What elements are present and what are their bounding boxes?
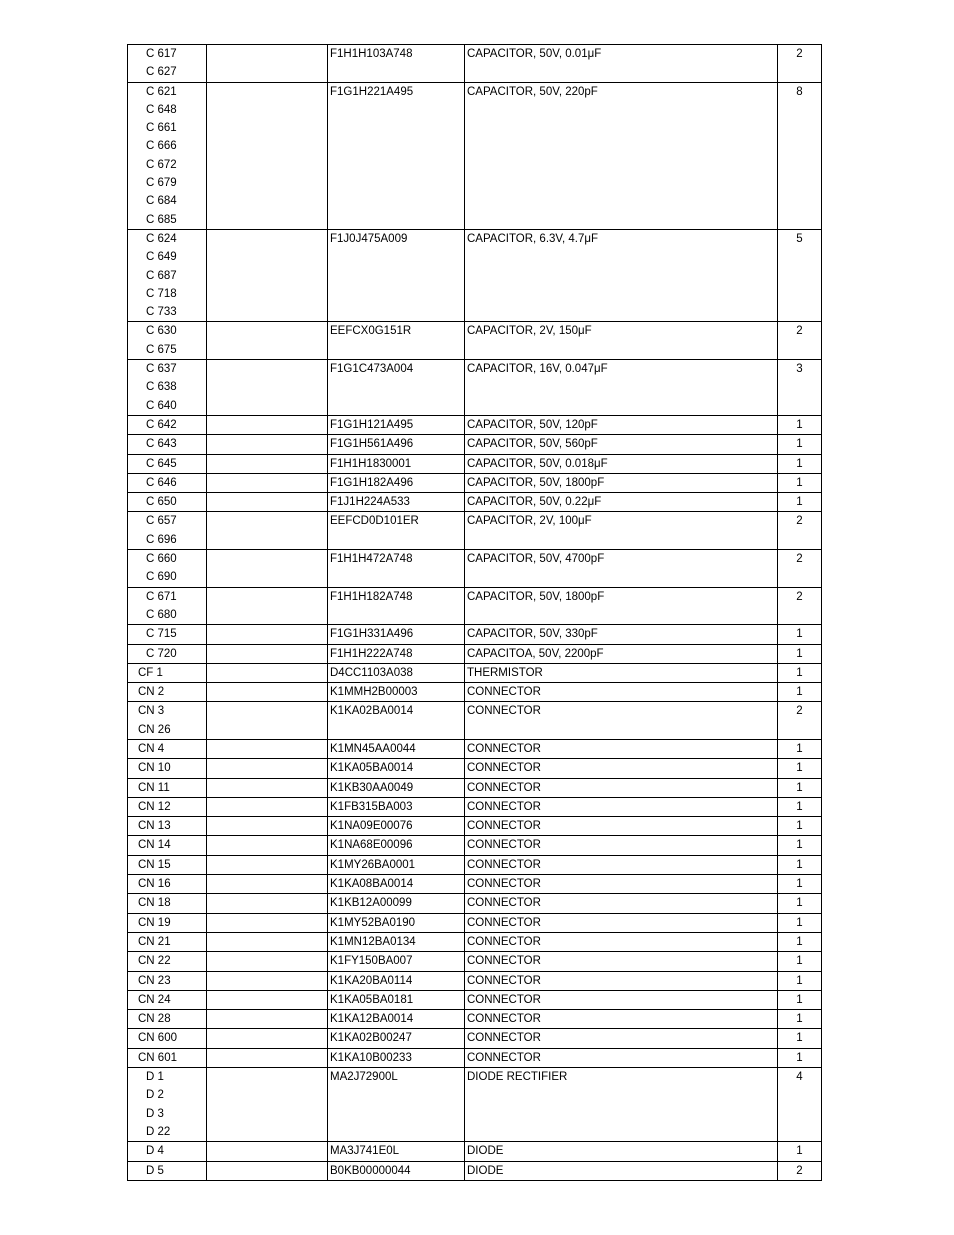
part-number-cell: F1G1H221A495	[328, 82, 465, 229]
part-number-cell: K1NA68E00096	[328, 836, 465, 855]
part-number-cell: B0KB00000044	[328, 1161, 465, 1180]
ref-cell	[128, 360, 207, 416]
ref-designator: D 1	[146, 1071, 164, 1084]
empty-cell	[207, 739, 328, 758]
ref-cell	[128, 855, 207, 874]
empty-cell	[207, 932, 328, 951]
quantity-cell: 3	[778, 360, 822, 416]
ref-designator: D 2	[146, 1089, 164, 1102]
ref-designator: CN 15	[138, 858, 171, 871]
ref-cell	[128, 759, 207, 778]
description-cell: CONNECTOR	[465, 739, 778, 758]
part-number-cell: K1MY52BA0190	[328, 913, 465, 932]
description-cell: CONNECTOR	[465, 797, 778, 816]
empty-cell	[207, 778, 328, 797]
quantity-cell: 2	[778, 322, 822, 360]
quantity-cell: 1	[778, 913, 822, 932]
part-number-cell: F1H1H182A748	[328, 587, 465, 625]
quantity-cell: 2	[778, 45, 822, 83]
table-row	[128, 797, 822, 816]
quantity-cell: 1	[778, 990, 822, 1009]
ref-designator: C 649	[146, 251, 177, 264]
part-number-cell: MA3J741E0L	[328, 1142, 465, 1161]
ref-designator: C 624	[146, 232, 177, 245]
part-number-cell: F1H1H103A748	[328, 45, 465, 83]
ref-cell	[128, 1048, 207, 1067]
empty-cell	[207, 1048, 328, 1067]
description-cell: CAPACITOR, 2V, 150μF	[465, 322, 778, 360]
ref-cell	[128, 778, 207, 797]
empty-cell	[207, 952, 328, 971]
ref-cell	[128, 512, 207, 550]
ref-designator: C 643	[146, 438, 177, 451]
empty-cell	[207, 1068, 328, 1142]
empty-cell	[207, 683, 328, 702]
empty-cell	[207, 454, 328, 473]
ref-designator: CN 23	[138, 974, 171, 987]
empty-cell	[207, 360, 328, 416]
table-row	[128, 913, 822, 932]
ref-designator: CN 3	[138, 705, 165, 718]
ref-designator: C 645	[146, 457, 177, 470]
ref-cell	[128, 45, 207, 83]
part-number-cell: K1MN12BA0134	[328, 932, 465, 951]
ref-designator: C 617	[146, 48, 177, 60]
ref-designator: C 627	[146, 66, 177, 79]
part-number-cell: K1KA10B00233	[328, 1048, 465, 1067]
quantity-cell: 1	[778, 932, 822, 951]
empty-cell	[207, 587, 328, 625]
ref-designator: C 661	[146, 122, 177, 135]
ref-cell	[128, 952, 207, 971]
quantity-cell: 1	[778, 739, 822, 758]
ref-cell	[128, 473, 207, 492]
table-row	[128, 836, 822, 855]
empty-cell	[207, 229, 328, 321]
quantity-cell: 1	[778, 1010, 822, 1029]
ref-cell	[128, 625, 207, 644]
ref-designator: D 3	[146, 1107, 164, 1120]
ref-designator: CN 21	[138, 935, 171, 948]
description-cell: CAPACITOR, 50V, 330pF	[465, 625, 778, 644]
ref-designator: C 718	[146, 287, 177, 300]
table-row	[128, 1161, 822, 1180]
ref-cell	[128, 797, 207, 816]
part-number-cell: K1FB315BA003	[328, 797, 465, 816]
ref-cell	[128, 894, 207, 913]
table-row	[128, 229, 822, 321]
table-row	[128, 625, 822, 644]
ref-designator: D 4	[146, 1145, 164, 1158]
empty-cell	[207, 550, 328, 588]
ref-designator: CN 600	[138, 1032, 177, 1045]
quantity-cell: 1	[778, 1142, 822, 1161]
table-row	[128, 739, 822, 758]
part-number-cell: F1G1H121A495	[328, 415, 465, 434]
ref-designator: CN 11	[138, 781, 170, 794]
ref-cell	[128, 454, 207, 473]
part-number-cell: K1KA02BA0014	[328, 702, 465, 740]
description-cell: CAPACITOR, 50V, 4700pF	[465, 550, 778, 588]
quantity-cell: 1	[778, 454, 822, 473]
empty-cell	[207, 663, 328, 682]
quantity-cell: 1	[778, 663, 822, 682]
quantity-cell: 1	[778, 875, 822, 894]
description-cell: CAPACITOR, 2V, 100μF	[465, 512, 778, 550]
description-cell: CAPACITOR, 50V, 120pF	[465, 415, 778, 434]
description-cell: CAPACITOA, 50V, 2200pF	[465, 644, 778, 663]
ref-cell	[128, 1029, 207, 1048]
parts-list-table	[127, 44, 822, 1181]
part-number-cell: K1KA20BA0114	[328, 971, 465, 990]
ref-designator: C 685	[146, 213, 177, 226]
part-number-cell: K1KA12BA0014	[328, 1010, 465, 1029]
table-row	[128, 473, 822, 492]
part-number-cell: F1G1C473A004	[328, 360, 465, 416]
empty-cell	[207, 913, 328, 932]
ref-cell	[128, 587, 207, 625]
ref-designator: D 22	[146, 1125, 171, 1138]
table-row	[128, 1029, 822, 1048]
quantity-cell: 2	[778, 587, 822, 625]
empty-cell	[207, 1029, 328, 1048]
ref-designator: CN 10	[138, 762, 171, 775]
quantity-cell: 1	[778, 415, 822, 434]
empty-cell	[207, 971, 328, 990]
quantity-cell: 1	[778, 952, 822, 971]
table-row	[128, 855, 822, 874]
ref-designator: C 630	[146, 325, 177, 338]
empty-cell	[207, 1142, 328, 1161]
quantity-cell: 1	[778, 644, 822, 663]
empty-cell	[207, 473, 328, 492]
part-number-cell: D4CC1103A038	[328, 663, 465, 682]
ref-designator: C 733	[146, 306, 177, 319]
ref-designator: C 680	[146, 608, 177, 621]
description-cell: CONNECTOR	[465, 683, 778, 702]
description-cell: CAPACITOR, 50V, 0.22μF	[465, 493, 778, 512]
ref-designator: CN 4	[138, 742, 165, 755]
description-cell: CONNECTOR	[465, 778, 778, 797]
ref-cell	[128, 836, 207, 855]
quantity-cell: 1	[778, 797, 822, 816]
description-cell: CONNECTOR	[465, 759, 778, 778]
part-number-cell: K1NA09E00076	[328, 817, 465, 836]
table-row	[128, 322, 822, 360]
ref-designator: D 5	[146, 1164, 164, 1177]
empty-cell	[207, 1010, 328, 1029]
ref-designator: C 657	[146, 515, 177, 528]
ref-designator: C 640	[146, 399, 177, 412]
quantity-cell: 2	[778, 512, 822, 550]
table-row	[128, 435, 822, 454]
table-row	[128, 875, 822, 894]
empty-cell	[207, 797, 328, 816]
table-row	[128, 360, 822, 416]
quantity-cell: 1	[778, 971, 822, 990]
quantity-cell: 2	[778, 550, 822, 588]
ref-designator: C 671	[146, 590, 177, 603]
table-row	[128, 778, 822, 797]
table-row	[128, 454, 822, 473]
table-row	[128, 702, 822, 740]
table-row	[128, 663, 822, 682]
quantity-cell: 1	[778, 855, 822, 874]
empty-cell	[207, 836, 328, 855]
table-row	[128, 952, 822, 971]
description-cell: CAPACITOR, 50V, 560pF	[465, 435, 778, 454]
part-number-cell: K1KA05BA0014	[328, 759, 465, 778]
table-row	[128, 1010, 822, 1029]
ref-designator: CN 16	[138, 878, 171, 891]
ref-designator: C 684	[146, 195, 177, 208]
part-number-cell: F1H1H1830001	[328, 454, 465, 473]
description-cell: CONNECTOR	[465, 1029, 778, 1048]
ref-designator: C 715	[146, 628, 177, 641]
ref-designator: CN 601	[138, 1051, 177, 1064]
ref-designator: C 637	[146, 363, 177, 376]
table-row	[128, 894, 822, 913]
ref-designator: C 696	[146, 533, 177, 546]
description-cell: CAPACITOR, 50V, 0.018μF	[465, 454, 778, 473]
empty-cell	[207, 415, 328, 434]
ref-designator: C 679	[146, 177, 177, 190]
ref-designator: CF 1	[138, 666, 163, 679]
description-cell: CONNECTOR	[465, 952, 778, 971]
empty-cell	[207, 644, 328, 663]
quantity-cell: 1	[778, 759, 822, 778]
table-row	[128, 45, 822, 83]
quantity-cell: 8	[778, 82, 822, 229]
table-row	[128, 990, 822, 1009]
ref-cell	[128, 875, 207, 894]
description-cell: CAPACITOR, 50V, 0.01μF	[465, 45, 778, 83]
quantity-cell: 1	[778, 473, 822, 492]
part-number-cell: EEFCX0G151R	[328, 322, 465, 360]
table-row	[128, 644, 822, 663]
description-cell: CAPACITOR, 50V, 1800pF	[465, 473, 778, 492]
empty-cell	[207, 875, 328, 894]
ref-designator: C 638	[146, 381, 177, 394]
ref-designator: C 672	[146, 158, 177, 171]
ref-designator: C 690	[146, 571, 177, 584]
ref-cell	[128, 1161, 207, 1180]
part-number-cell: K1KB12A00099	[328, 894, 465, 913]
description-cell: DIODE	[465, 1161, 778, 1180]
part-number-cell: F1G1H331A496	[328, 625, 465, 644]
table-row	[128, 82, 822, 229]
quantity-cell: 1	[778, 683, 822, 702]
ref-cell	[128, 644, 207, 663]
ref-cell	[128, 990, 207, 1009]
description-cell: CONNECTOR	[465, 1010, 778, 1029]
ref-cell	[128, 932, 207, 951]
ref-cell	[128, 493, 207, 512]
quantity-cell: 1	[778, 778, 822, 797]
part-number-cell: K1MY26BA0001	[328, 855, 465, 874]
quantity-cell: 1	[778, 894, 822, 913]
ref-cell	[128, 683, 207, 702]
empty-cell	[207, 435, 328, 454]
description-cell: CONNECTOR	[465, 990, 778, 1009]
ref-cell	[128, 913, 207, 932]
empty-cell	[207, 855, 328, 874]
ref-cell	[128, 1142, 207, 1161]
description-cell: CONNECTOR	[465, 971, 778, 990]
quantity-cell: 1	[778, 1048, 822, 1067]
ref-designator: CN 18	[138, 897, 171, 910]
empty-cell	[207, 512, 328, 550]
description-cell: CONNECTOR	[465, 1048, 778, 1067]
part-number-cell: EEFCD0D101ER	[328, 512, 465, 550]
ref-cell	[128, 82, 207, 229]
ref-designator: CN 13	[138, 820, 171, 833]
description-cell: CONNECTOR	[465, 836, 778, 855]
part-number-cell: K1KA02B00247	[328, 1029, 465, 1048]
description-cell: CAPACITOR, 16V, 0.047μF	[465, 360, 778, 416]
part-number-cell: F1H1H222A748	[328, 644, 465, 663]
empty-cell	[207, 625, 328, 644]
description-cell: CONNECTOR	[465, 702, 778, 740]
table-row	[128, 971, 822, 990]
ref-designator: CN 12	[138, 800, 171, 813]
table-row	[128, 415, 822, 434]
quantity-cell: 5	[778, 229, 822, 321]
part-number-cell: K1KA05BA0181	[328, 990, 465, 1009]
table-row	[128, 1068, 822, 1142]
empty-cell	[207, 894, 328, 913]
quantity-cell: 1	[778, 836, 822, 855]
description-cell: DIODE	[465, 1142, 778, 1161]
ref-cell	[128, 663, 207, 682]
quantity-cell: 1	[778, 625, 822, 644]
ref-designator: C 642	[146, 418, 177, 431]
description-cell: CAPACITOR, 50V, 1800pF	[465, 587, 778, 625]
quantity-cell: 1	[778, 1029, 822, 1048]
description-cell: CAPACITOR, 6.3V, 4.7μF	[465, 229, 778, 321]
ref-designator: C 720	[146, 647, 177, 660]
table-row	[128, 1142, 822, 1161]
ref-designator: CN 14	[138, 839, 171, 852]
description-cell: CONNECTOR	[465, 913, 778, 932]
table-row	[128, 493, 822, 512]
ref-designator: C 666	[146, 140, 177, 153]
ref-designator: C 621	[146, 85, 177, 98]
ref-designator: CN 2	[138, 686, 165, 699]
description-cell: CONNECTOR	[465, 932, 778, 951]
ref-cell	[128, 971, 207, 990]
quantity-cell: 1	[778, 817, 822, 836]
quantity-cell: 1	[778, 435, 822, 454]
quantity-cell: 1	[778, 493, 822, 512]
quantity-cell: 4	[778, 1068, 822, 1142]
empty-cell	[207, 759, 328, 778]
empty-cell	[207, 1161, 328, 1180]
empty-cell	[207, 82, 328, 229]
ref-designator: C 650	[146, 496, 177, 509]
part-number-cell: K1KA08BA0014	[328, 875, 465, 894]
part-number-cell: F1G1H561A496	[328, 435, 465, 454]
ref-designator: C 675	[146, 343, 177, 356]
empty-cell	[207, 817, 328, 836]
ref-designator: CN 24	[138, 993, 171, 1006]
quantity-cell: 2	[778, 1161, 822, 1180]
description-cell: CAPACITOR, 50V, 220pF	[465, 82, 778, 229]
part-number-cell: MA2J72900L	[328, 1068, 465, 1142]
table-row	[128, 587, 822, 625]
part-number-cell: K1MN45AA0044	[328, 739, 465, 758]
empty-cell	[207, 45, 328, 83]
part-number-cell: K1KB30AA0049	[328, 778, 465, 797]
table-row	[128, 1048, 822, 1067]
ref-cell	[128, 229, 207, 321]
ref-designator: C 687	[146, 269, 177, 282]
ref-cell	[128, 1010, 207, 1029]
empty-cell	[207, 493, 328, 512]
empty-cell	[207, 322, 328, 360]
table-row	[128, 817, 822, 836]
part-number-cell: F1J1H224A533	[328, 493, 465, 512]
table-row	[128, 550, 822, 588]
part-number-cell: K1MMH2B00003	[328, 683, 465, 702]
ref-cell	[128, 435, 207, 454]
ref-cell	[128, 702, 207, 740]
ref-designator: CN 22	[138, 955, 171, 968]
ref-cell	[128, 817, 207, 836]
ref-cell	[128, 322, 207, 360]
empty-cell	[207, 702, 328, 740]
ref-designator: C 646	[146, 476, 177, 489]
empty-cell	[207, 990, 328, 1009]
description-cell: DIODE RECTIFIER	[465, 1068, 778, 1142]
ref-designator: C 660	[146, 553, 177, 566]
description-cell: CONNECTOR	[465, 894, 778, 913]
part-number-cell: F1J0J475A009	[328, 229, 465, 321]
part-number-cell: F1H1H472A748	[328, 550, 465, 588]
ref-cell	[128, 1068, 207, 1142]
part-number-cell: F1G1H182A496	[328, 473, 465, 492]
description-cell: CONNECTOR	[465, 875, 778, 894]
ref-cell	[128, 739, 207, 758]
table-row	[128, 512, 822, 550]
description-cell: THERMISTOR	[465, 663, 778, 682]
parts-list-body	[128, 45, 822, 1181]
table-row	[128, 683, 822, 702]
table-row	[128, 932, 822, 951]
part-number-cell: K1FY150BA007	[328, 952, 465, 971]
description-cell: CONNECTOR	[465, 817, 778, 836]
ref-designator: CN 19	[138, 916, 171, 929]
ref-cell	[128, 415, 207, 434]
table-row	[128, 759, 822, 778]
ref-designator: CN 26	[138, 723, 171, 736]
ref-designator: CN 28	[138, 1013, 171, 1026]
ref-designator: C 648	[146, 103, 177, 116]
quantity-cell: 2	[778, 702, 822, 740]
ref-cell	[128, 550, 207, 588]
description-cell: CONNECTOR	[465, 855, 778, 874]
